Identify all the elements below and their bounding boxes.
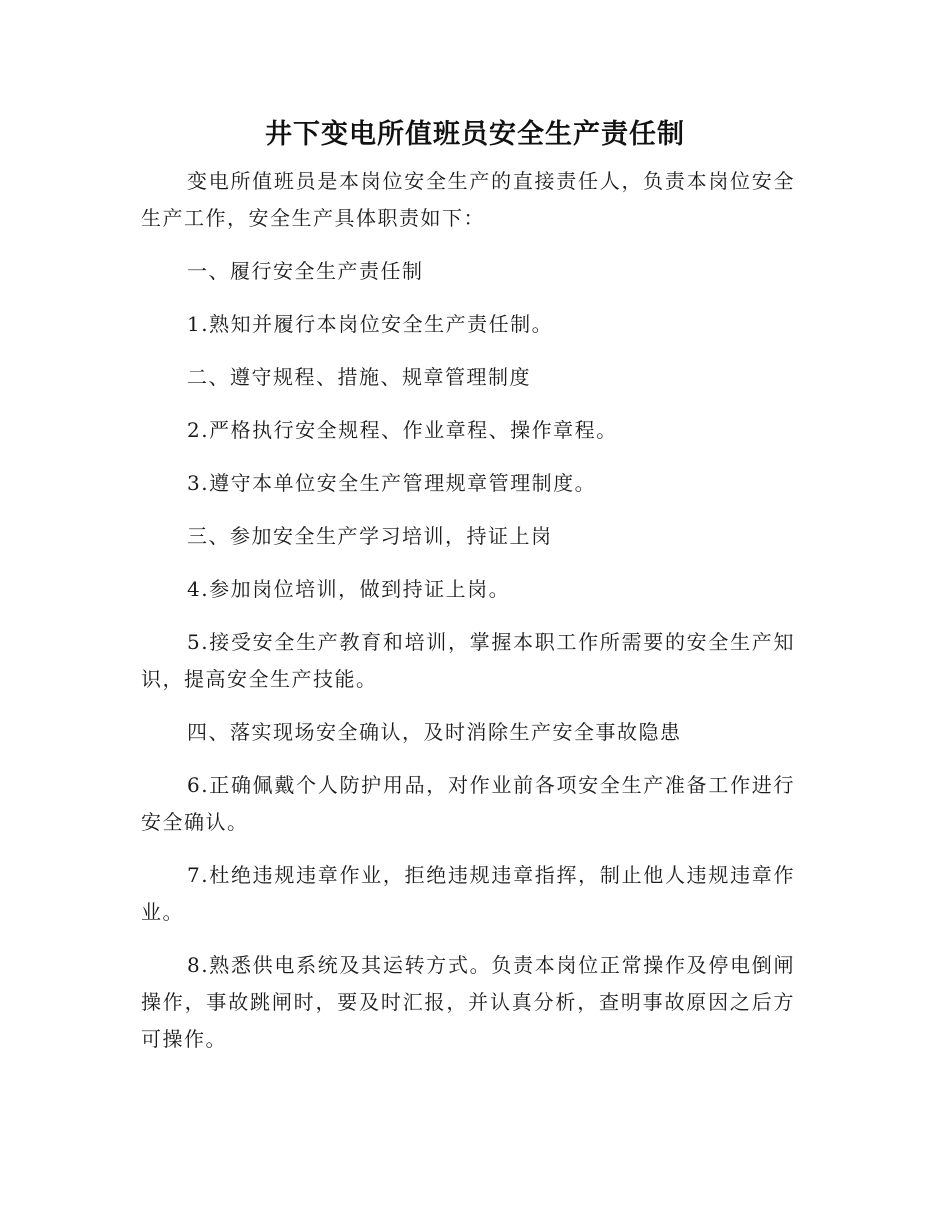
section-heading-3: 三、参加安全生产学习培训，持证上岗 [187,524,553,548]
paragraph-item-7: 7.杜绝违规违章作业，拒绝违规违章指挥，制止他人违规违章作业。 [141,863,795,924]
section-heading-4: 四、落实现场安全确认，及时消除生产安全事故隐患 [187,720,682,744]
paragraph-item-3: 3.遵守本单位安全生产管理规章管理制度。 [187,471,597,495]
paragraph-intro: 变电所值班员是本岗位安全生产的直接责任人，负责本岗位安全生产工作，安全生产具体职责如下： [141,169,795,230]
document-body [141,163,795,1074]
paragraph-item-1: 1.熟知并履行本岗位安全生产责任制。 [187,312,554,336]
paragraph-item-8: 8.熟悉供电系统及其运转方式。负责本岗位正常操作及停电倒闸操作，事故跳闸时，要及时汇报，并认真分析，查明事故原因之后方可操作。 [141,953,795,1051]
section-heading-2: 二、遵守规程、措施、规章管理制度 [187,365,531,389]
paragraph-item-5: 5.接受安全生产教育和培训，掌握本职工作所需要的安全生产知识，提高安全生产技能。 [141,630,795,691]
paragraph-item-2: 2.严格执行安全规程、作业章程、操作章程。 [187,418,618,442]
paragraph-item-6: 6.正确佩戴个人防护用品，对作业前各项安全生产准备工作进行安全确认。 [141,773,795,834]
paragraph-item-4: 4.参加岗位培训，做到持证上岗。 [187,577,511,601]
document-title: 井下变电所值班员安全生产责任制 [265,119,685,150]
section-heading-1: 一、履行安全生产责任制 [187,259,424,283]
